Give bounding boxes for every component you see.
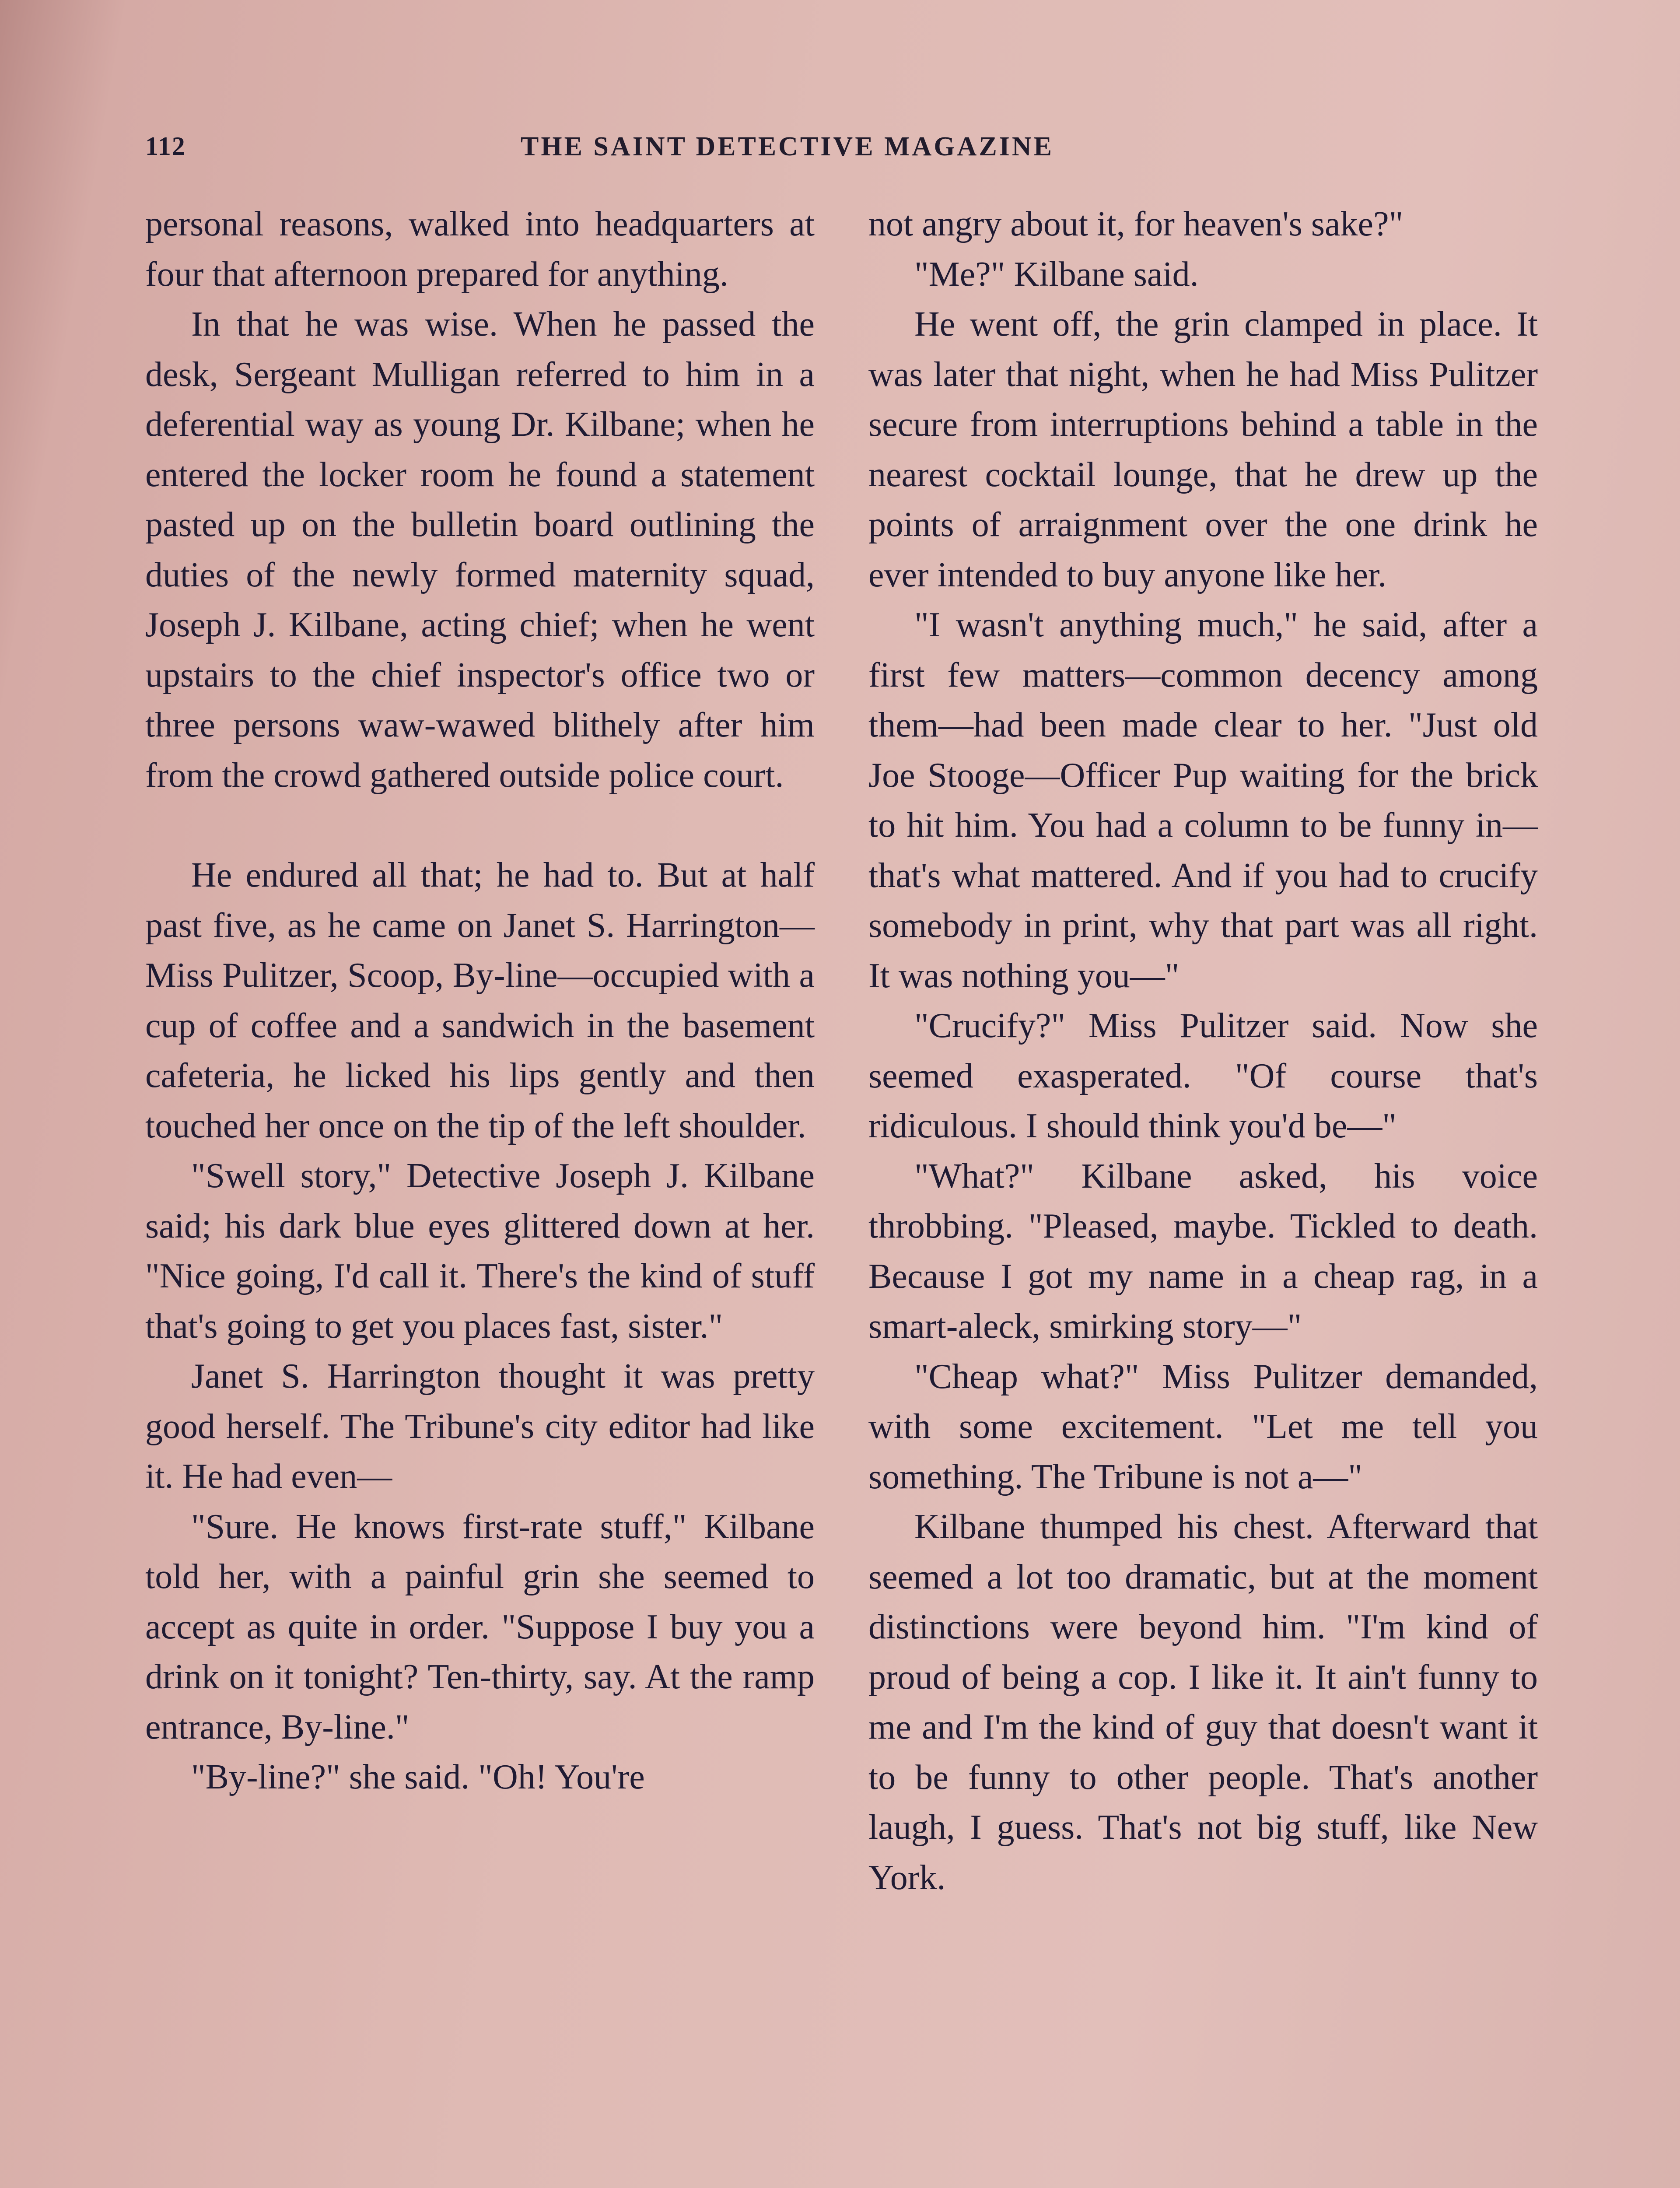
paragraph: "What?" Kilbane asked, his voice throbbing. "Pleased, maybe. Tickled to death. Because I got my name in a cheap rag, in a smart-aleck, smirking story—" (868, 1157, 1538, 1346)
paragraph: "Crucify?" Miss Pulitzer said. Now she seemed exasperated. "Of course that's ridiculous. I should think you'd be—" (868, 1006, 1538, 1145)
paragraph: Kilbane thumped his chest. Afterward that seemed a lot too dramatic, but at the moment distinctions were beyond him. "I'm kind of proud of being a cop. I like it. It ain't funny to me and I'm the kind of guy that doesn't want it to be funny to other people. That's another laugh, I guess. That's not big stuff, like New York. (868, 1508, 1538, 1897)
paragraph: "Swell story," Detective Joseph J. Kilbane said; his dark blue eyes glittered down at her. "Nice going, I'd call it. There's the kind of stuff that's going to get you places fast, sister." (145, 1157, 815, 1346)
left-column (145, 199, 815, 1802)
paragraph: "Cheap what?" Miss Pulitzer demanded, with some excitement. "Let me tell you something. The Tribune is not a—" (868, 1357, 1538, 1496)
page-number: 112 (145, 132, 186, 161)
paragraph: "By-line?" she said. "Oh! You're (191, 1758, 645, 1796)
paragraph: "I wasn't anything much," he said, after a first few matters—common decency among them—had been made clear to her. "Just old Joe Stooge—Officer Pup waiting for the brick to hit him. You had a column to be funny in—that's what mattered. And if you had to crucify somebody in print, why that part was all right. It was nothing you—" (868, 606, 1538, 995)
paragraph: He went off, the grin clamped in place. It was later that night, when he had Miss Pulitzer secure from interruptions behind a table in the nearest cocktail lounge, that he drew up the points of arraignment over the one drink he ever intended to buy anyone like her. (868, 305, 1538, 594)
page-header (0, 131, 1680, 171)
running-head: THE SAINT DETECTIVE MAGAZINE (521, 132, 1054, 161)
paragraph: personal reasons, walked into headquarters at four that afternoon prepared for anything. (145, 205, 815, 294)
paragraph: "Sure. He knows first-rate stuff," Kilbane told her, with a painful grin she seemed to accept as quite in order. "Suppose I buy you a drink on it tonight? Ten-thirty, say. At the ramp entrance, By-line." (145, 1507, 815, 1746)
paragraph: He endured all that; he had to. But at half past five, as he came on Janet S. Harrington—Miss Pulitzer, Scoop, By-line—occupied with a cup of coffee and a sandwich in the basement cafeteria, he licked his lips gently and then touched her once on the tip of the left shoulder. (145, 856, 815, 1145)
paragraph: In that he was wise. When he passed the desk, Sergeant Mulligan referred to him in a deferential way as young Dr. Kilbane; when he entered the locker room he found a statement pasted up on the bulletin board outlining the duties of the newly formed maternity squad, Joseph J. Kilbane, acting chief; when he went upstairs to the chief inspector's office two or three persons waw-wawed blithely after him from the crowd gathered outside police court. (145, 305, 815, 795)
paragraph: "Me?" Kilbane said. (914, 255, 1199, 294)
paragraph: not angry about it, for heaven's sake?" (868, 205, 1404, 243)
paragraph: Janet S. Harrington thought it was pretty good herself. The Tribune's city editor had like it. He had even— (145, 1357, 815, 1496)
right-column (868, 199, 1538, 1903)
